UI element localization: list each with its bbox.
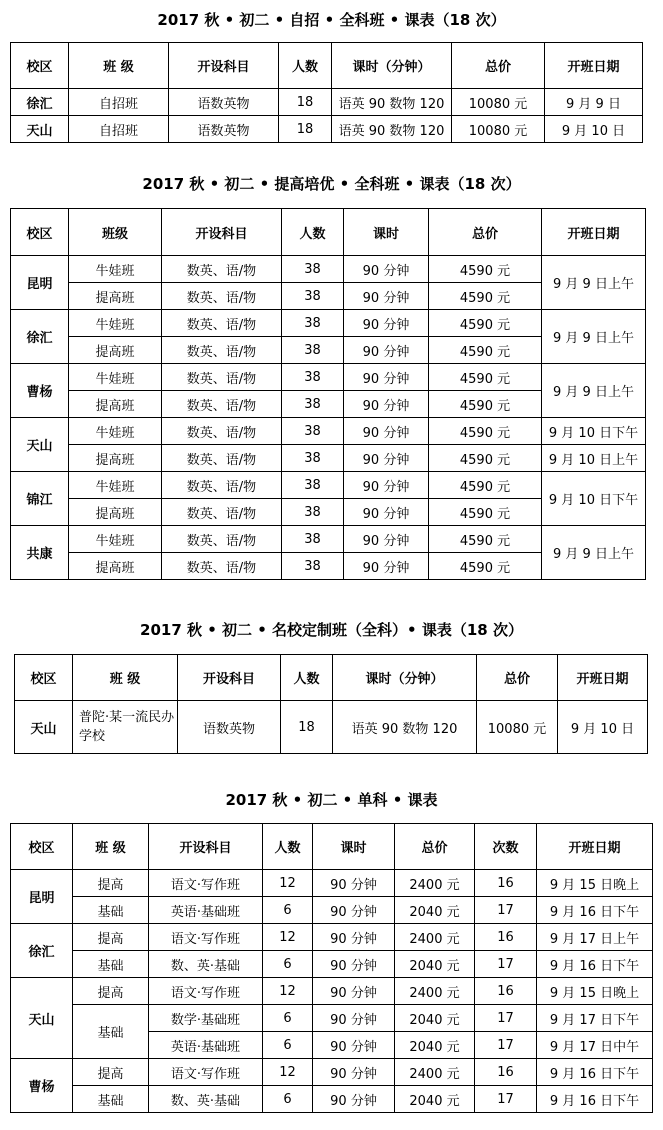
campus-cell: 共康 xyxy=(11,526,69,580)
price-cell: 4590 元 xyxy=(429,526,542,553)
table2-title: 2017 秋 • 初二 • 提高培优 • 全科班 • 课表（18 次） xyxy=(142,175,521,193)
price-cell: 4590 元 xyxy=(429,364,542,391)
count-cell: 12 xyxy=(263,978,313,1005)
sessions-cell: 16 xyxy=(475,924,537,951)
date-cell: 9 月 16 日下午 xyxy=(537,951,653,978)
count-cell: 6 xyxy=(263,1032,313,1059)
col-class: 班 级 xyxy=(69,43,169,89)
class-cell: 牛娃班 xyxy=(69,526,162,553)
count-cell: 18 xyxy=(279,89,332,116)
campus-cell: 天山 xyxy=(11,116,69,143)
price-cell: 4590 元 xyxy=(429,499,542,526)
class-cell: 自招班 xyxy=(69,116,169,143)
date-cell: 9 月 17 日中午 xyxy=(537,1032,653,1059)
subjects-cell: 语文·写作班 xyxy=(149,1059,263,1086)
class-cell: 提高班 xyxy=(69,553,162,580)
date-cell: 9 月 10 日下午 xyxy=(542,472,646,526)
hours-cell: 90 分钟 xyxy=(344,445,429,472)
class-cell: 提高班 xyxy=(69,499,162,526)
hours-cell: 90 分钟 xyxy=(344,283,429,310)
date-cell: 9 月 16 日下午 xyxy=(537,1086,653,1113)
campus-cell: 曹杨 xyxy=(11,364,69,418)
hours-cell: 90 分钟 xyxy=(313,924,395,951)
col-campus: 校区 xyxy=(11,209,69,256)
subjects-cell: 数英、语/物 xyxy=(162,337,282,364)
col-class: 班级 xyxy=(69,209,162,256)
table-row xyxy=(11,897,653,924)
sessions-cell: 17 xyxy=(475,897,537,924)
price-cell: 4590 元 xyxy=(429,256,542,283)
hours-cell: 90 分钟 xyxy=(313,897,395,924)
col-start-date: 开班日期 xyxy=(558,655,648,701)
count-cell: 38 xyxy=(282,310,344,337)
count-cell: 38 xyxy=(282,553,344,580)
hours-cell: 90 分钟 xyxy=(344,472,429,499)
campus-cell: 徐汇 xyxy=(11,310,69,364)
price-cell: 4590 元 xyxy=(429,391,542,418)
price-cell: 4590 元 xyxy=(429,553,542,580)
price-cell: 2040 元 xyxy=(395,1005,475,1032)
date-cell: 9 月 9 日上午 xyxy=(542,364,646,418)
hours-cell: 90 分钟 xyxy=(313,1032,395,1059)
class-cell: 提高班 xyxy=(69,283,162,310)
hours-cell: 90 分钟 xyxy=(344,391,429,418)
table3-title: 2017 秋 • 初二 • 名校定制班（全科）• 课表（18 次） xyxy=(140,621,523,639)
hours-cell: 90 分钟 xyxy=(344,418,429,445)
col-subjects: 开设科目 xyxy=(169,43,279,89)
count-cell: 6 xyxy=(263,1005,313,1032)
date-cell: 9 月 9 日上午 xyxy=(542,310,646,364)
count-cell: 38 xyxy=(282,472,344,499)
col-count: 人数 xyxy=(282,209,344,256)
table3 xyxy=(14,654,648,754)
table-row xyxy=(11,116,643,143)
col-campus: 校区 xyxy=(11,824,73,870)
level-cell: 基础 xyxy=(73,1086,149,1113)
class-cell: 提高班 xyxy=(69,337,162,364)
class-cell: 牛娃班 xyxy=(69,256,162,283)
date-cell: 9 月 10 日 xyxy=(558,701,648,754)
count-cell: 38 xyxy=(282,256,344,283)
subjects-cell: 英语·基础班 xyxy=(149,897,263,924)
col-start-date: 开班日期 xyxy=(545,43,643,89)
date-cell: 9 月 10 日 xyxy=(545,116,643,143)
table1 xyxy=(10,42,643,143)
count-cell: 6 xyxy=(263,951,313,978)
col-count: 人数 xyxy=(263,824,313,870)
price-cell: 2400 元 xyxy=(395,1059,475,1086)
count-cell: 12 xyxy=(263,1059,313,1086)
class-cell: 牛娃班 xyxy=(69,472,162,499)
hours-cell: 语英 90 数物 120 xyxy=(333,701,477,754)
date-cell: 9 月 9 日上午 xyxy=(542,526,646,580)
col-subjects: 开设科目 xyxy=(178,655,281,701)
count-cell: 18 xyxy=(279,116,332,143)
col-hours: 课时 xyxy=(313,824,395,870)
level-cell: 提高 xyxy=(73,1059,149,1086)
table-row xyxy=(11,978,653,1005)
date-cell: 9 月 16 日下午 xyxy=(537,897,653,924)
date-cell: 9 月 15 日晚上 xyxy=(537,978,653,1005)
class-cell: 提高班 xyxy=(69,391,162,418)
col-subjects: 开设科目 xyxy=(149,824,263,870)
table-row xyxy=(11,445,646,472)
table-row xyxy=(11,256,646,283)
subjects-cell: 语文·写作班 xyxy=(149,978,263,1005)
table-row xyxy=(11,870,653,897)
count-cell: 6 xyxy=(263,1086,313,1113)
hours-cell: 90 分钟 xyxy=(344,553,429,580)
date-cell: 9 月 10 日上午 xyxy=(542,445,646,472)
count-cell: 12 xyxy=(263,924,313,951)
subjects-cell: 数英、语/物 xyxy=(162,283,282,310)
campus-cell: 昆明 xyxy=(11,256,69,310)
col-sessions: 次数 xyxy=(475,824,537,870)
campus-cell: 曹杨 xyxy=(11,1059,73,1113)
subjects-cell: 数英、语/物 xyxy=(162,310,282,337)
sessions-cell: 17 xyxy=(475,1032,537,1059)
subjects-cell: 语文·写作班 xyxy=(149,870,263,897)
subjects-cell: 数、英·基础 xyxy=(149,1086,263,1113)
date-cell: 9 月 9 日 xyxy=(545,89,643,116)
campus-cell: 天山 xyxy=(11,418,69,472)
price-cell: 2040 元 xyxy=(395,951,475,978)
subjects-cell: 语数英物 xyxy=(169,116,279,143)
subjects-cell: 数英、语/物 xyxy=(162,553,282,580)
sessions-cell: 17 xyxy=(475,951,537,978)
campus-cell: 徐汇 xyxy=(11,89,69,116)
count-cell: 12 xyxy=(263,870,313,897)
hours-cell: 90 分钟 xyxy=(313,870,395,897)
level-cell: 基础 xyxy=(73,897,149,924)
subjects-cell: 语文·写作班 xyxy=(149,924,263,951)
price-cell: 10080 元 xyxy=(452,116,545,143)
count-cell: 6 xyxy=(263,897,313,924)
price-cell: 4590 元 xyxy=(429,418,542,445)
date-cell: 9 月 17 日下午 xyxy=(537,1005,653,1032)
table1-title: 2017 秋 • 初二 • 自招 • 全科班 • 课表（18 次） xyxy=(157,11,506,29)
count-cell: 38 xyxy=(282,391,344,418)
sessions-cell: 17 xyxy=(475,1005,537,1032)
table-row xyxy=(11,924,653,951)
col-hours: 课时 xyxy=(344,209,429,256)
hours-cell: 90 分钟 xyxy=(313,1005,395,1032)
price-cell: 4590 元 xyxy=(429,283,542,310)
col-class: 班 级 xyxy=(73,824,149,870)
col-count: 人数 xyxy=(279,43,332,89)
table-row xyxy=(11,1005,653,1032)
date-cell: 9 月 17 日上午 xyxy=(537,924,653,951)
col-start-date: 开班日期 xyxy=(537,824,653,870)
campus-cell: 天山 xyxy=(11,978,73,1059)
class-cell: 牛娃班 xyxy=(69,364,162,391)
subjects-cell: 数英、语/物 xyxy=(162,391,282,418)
table4 xyxy=(10,823,653,1113)
subjects-cell: 数英、语/物 xyxy=(162,499,282,526)
level-cell: 基础 xyxy=(73,951,149,978)
table-row xyxy=(11,1086,653,1113)
table-row xyxy=(11,310,646,337)
table-row xyxy=(15,701,648,754)
price-cell: 2040 元 xyxy=(395,1032,475,1059)
hours-cell: 90 分钟 xyxy=(344,364,429,391)
campus-cell: 天山 xyxy=(15,701,73,754)
col-price: 总价 xyxy=(429,209,542,256)
price-cell: 4590 元 xyxy=(429,445,542,472)
level-cell: 提高 xyxy=(73,924,149,951)
date-cell: 9 月 9 日上午 xyxy=(542,256,646,310)
sessions-cell: 16 xyxy=(475,870,537,897)
count-cell: 38 xyxy=(282,283,344,310)
level-cell: 提高 xyxy=(73,870,149,897)
table-row xyxy=(11,472,646,499)
col-count: 人数 xyxy=(281,655,333,701)
table4-title: 2017 秋 • 初二 • 单科 • 课表 xyxy=(225,791,438,809)
col-start-date: 开班日期 xyxy=(542,209,646,256)
count-cell: 38 xyxy=(282,445,344,472)
subjects-cell: 数、英·基础 xyxy=(149,951,263,978)
hours-cell: 90 分钟 xyxy=(344,256,429,283)
price-cell: 2040 元 xyxy=(395,1086,475,1113)
subjects-cell: 数英、语/物 xyxy=(162,364,282,391)
col-price: 总价 xyxy=(452,43,545,89)
table3-header-row xyxy=(15,655,648,701)
table-row xyxy=(11,89,643,116)
price-cell: 10080 元 xyxy=(477,701,558,754)
table-row xyxy=(11,1059,653,1086)
subjects-cell: 数学·基础班 xyxy=(149,1005,263,1032)
col-campus: 校区 xyxy=(11,43,69,89)
subjects-cell: 数英、语/物 xyxy=(162,526,282,553)
subjects-cell: 语数英物 xyxy=(178,701,281,754)
count-cell: 38 xyxy=(282,526,344,553)
campus-cell: 昆明 xyxy=(11,870,73,924)
hours-cell: 语英 90 数物 120 xyxy=(332,116,452,143)
campus-cell: 徐汇 xyxy=(11,924,73,978)
level-cell: 基础 xyxy=(73,1005,149,1059)
class-cell: 普陀·某一流民办学校 xyxy=(73,701,178,754)
price-cell: 4590 元 xyxy=(429,337,542,364)
count-cell: 38 xyxy=(282,499,344,526)
price-cell: 2400 元 xyxy=(395,870,475,897)
date-cell: 9 月 15 日晚上 xyxy=(537,870,653,897)
price-cell: 4590 元 xyxy=(429,310,542,337)
date-cell: 9 月 10 日下午 xyxy=(542,418,646,445)
class-cell: 自招班 xyxy=(69,89,169,116)
count-cell: 38 xyxy=(282,337,344,364)
hours-cell: 90 分钟 xyxy=(344,337,429,364)
table4-header-row xyxy=(11,824,653,870)
table-row xyxy=(11,951,653,978)
sessions-cell: 16 xyxy=(475,1059,537,1086)
count-cell: 38 xyxy=(282,364,344,391)
subjects-cell: 数英、语/物 xyxy=(162,256,282,283)
price-cell: 2040 元 xyxy=(395,897,475,924)
subjects-cell: 语数英物 xyxy=(169,89,279,116)
subjects-cell: 数英、语/物 xyxy=(162,445,282,472)
col-hours: 课时（分钟） xyxy=(332,43,452,89)
class-cell: 提高班 xyxy=(69,445,162,472)
class-cell: 牛娃班 xyxy=(69,418,162,445)
sessions-cell: 16 xyxy=(475,978,537,1005)
table2 xyxy=(10,208,646,580)
table-row xyxy=(11,364,646,391)
table-row xyxy=(11,418,646,445)
price-cell: 2400 元 xyxy=(395,924,475,951)
hours-cell: 90 分钟 xyxy=(344,310,429,337)
subjects-cell: 数英、语/物 xyxy=(162,418,282,445)
table2-header-row xyxy=(11,209,646,256)
hours-cell: 语英 90 数物 120 xyxy=(332,89,452,116)
price-cell: 10080 元 xyxy=(452,89,545,116)
campus-cell: 锦江 xyxy=(11,472,69,526)
hours-cell: 90 分钟 xyxy=(344,499,429,526)
hours-cell: 90 分钟 xyxy=(344,526,429,553)
hours-cell: 90 分钟 xyxy=(313,978,395,1005)
col-price: 总价 xyxy=(395,824,475,870)
hours-cell: 90 分钟 xyxy=(313,1086,395,1113)
subjects-cell: 英语·基础班 xyxy=(149,1032,263,1059)
col-hours: 课时（分钟） xyxy=(333,655,477,701)
count-cell: 18 xyxy=(281,701,333,754)
count-cell: 38 xyxy=(282,418,344,445)
col-campus: 校区 xyxy=(15,655,73,701)
date-cell: 9 月 16 日下午 xyxy=(537,1059,653,1086)
hours-cell: 90 分钟 xyxy=(313,1059,395,1086)
table1-header-row xyxy=(11,43,643,89)
table-row xyxy=(11,526,646,553)
subjects-cell: 数英、语/物 xyxy=(162,472,282,499)
col-class: 班 级 xyxy=(73,655,178,701)
level-cell: 提高 xyxy=(73,978,149,1005)
price-cell: 2400 元 xyxy=(395,978,475,1005)
price-cell: 4590 元 xyxy=(429,472,542,499)
sessions-cell: 17 xyxy=(475,1086,537,1113)
hours-cell: 90 分钟 xyxy=(313,951,395,978)
col-price: 总价 xyxy=(477,655,558,701)
class-cell: 牛娃班 xyxy=(69,310,162,337)
col-subjects: 开设科目 xyxy=(162,209,282,256)
